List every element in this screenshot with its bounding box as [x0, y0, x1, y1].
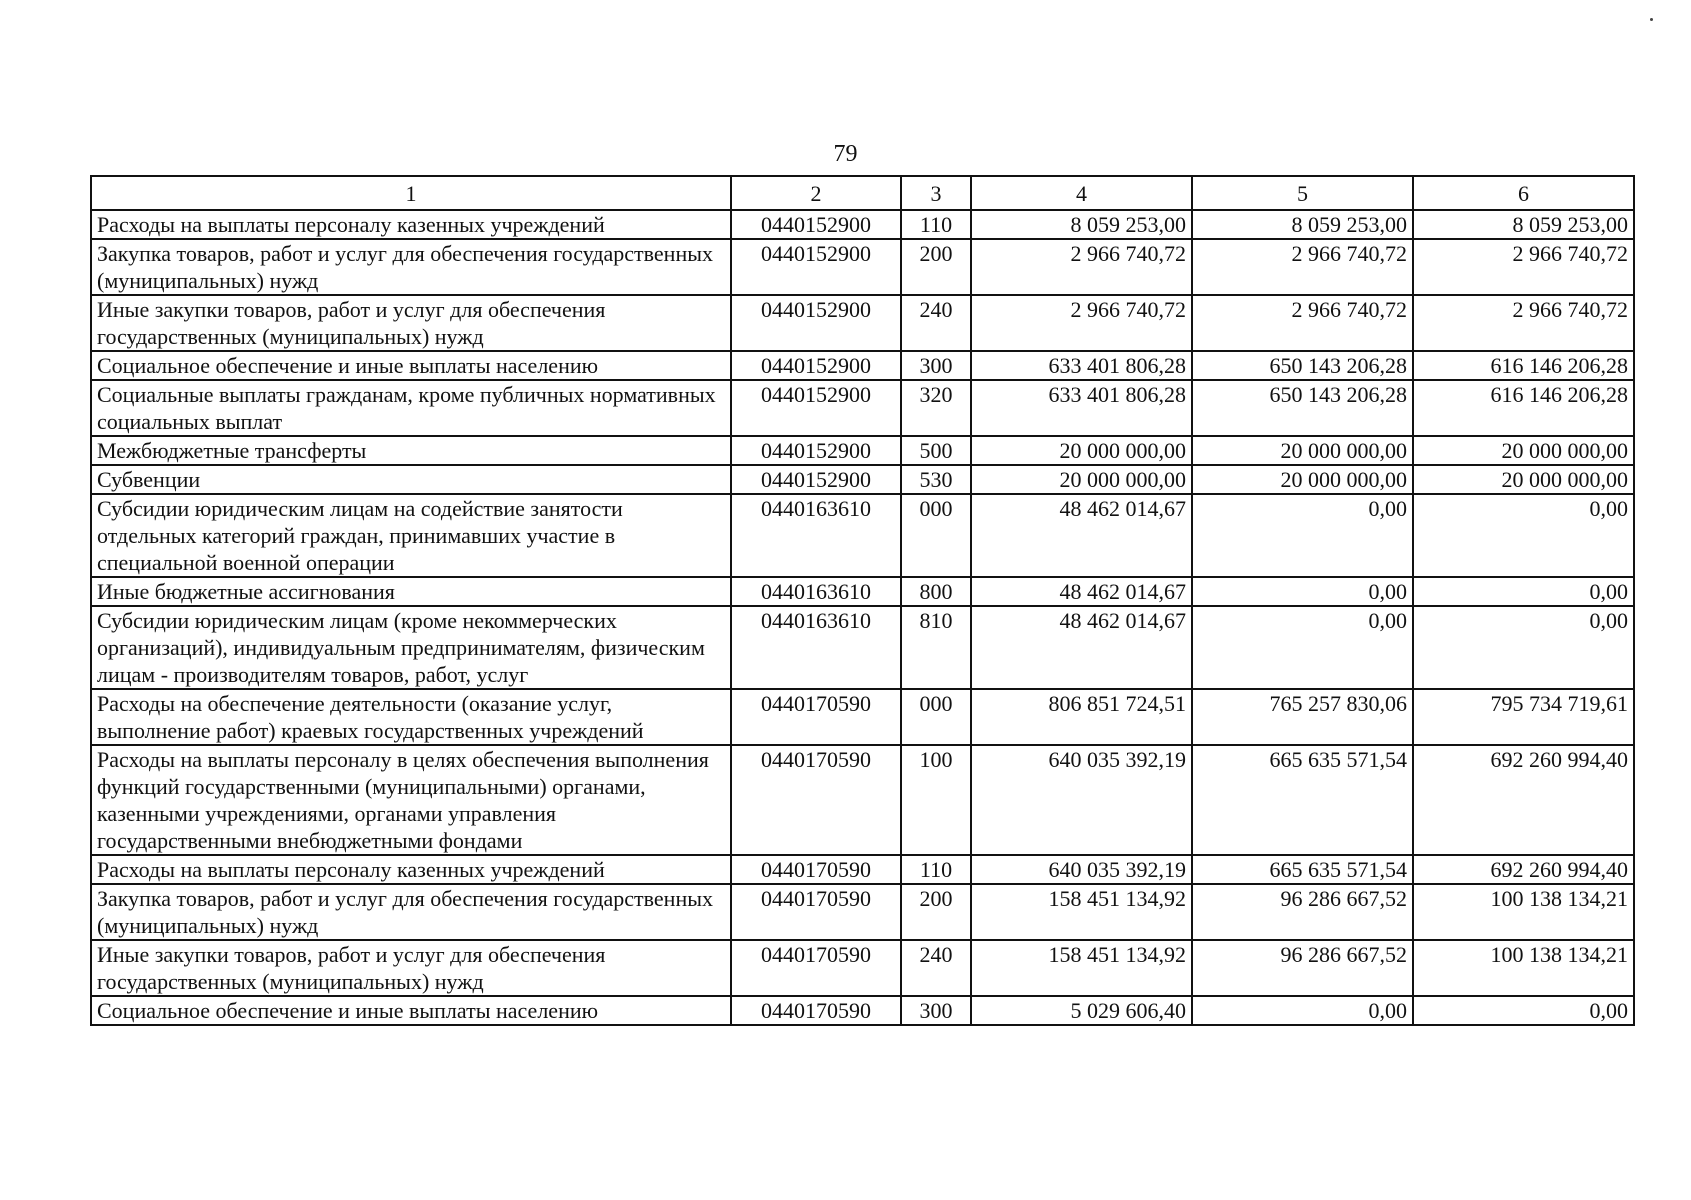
row-value-col6: 692 260 994,40: [1413, 745, 1634, 855]
row-code-cell: 0440170590: [731, 855, 901, 884]
row-name-cell: Иные закупки товаров, работ и услуг для обеспечения государственных (муниципальных) нужд: [91, 295, 731, 351]
column-header-1: 1: [91, 176, 731, 210]
table-row: [91, 465, 1634, 494]
row-value-col4: 158 451 134,92: [971, 884, 1192, 940]
row-value-col6: 0,00: [1413, 606, 1634, 689]
table-row: [91, 295, 1634, 351]
row-code-cell: 0440163610: [731, 494, 901, 577]
row-value-col4: 48 462 014,67: [971, 606, 1192, 689]
row-code-cell: 0440170590: [731, 884, 901, 940]
row-value-col4: 20 000 000,00: [971, 465, 1192, 494]
table-row: [91, 996, 1634, 1025]
row-value-col4: 48 462 014,67: [971, 577, 1192, 606]
row-value-col4: 640 035 392,19: [971, 745, 1192, 855]
row-kvr-cell: 110: [901, 210, 971, 239]
row-kvr-cell: 100: [901, 745, 971, 855]
column-header-4: 4: [971, 176, 1192, 210]
table-row: [91, 884, 1634, 940]
row-value-col5: 0,00: [1192, 577, 1413, 606]
row-name-cell: Субвенции: [91, 465, 731, 494]
row-kvr-cell: 110: [901, 855, 971, 884]
row-name-cell: Субсидии юридическим лицам на содействие занятости отдельных категорий граждан, принимавших участие в специальной военной операции: [91, 494, 731, 577]
row-kvr-cell: 200: [901, 239, 971, 295]
row-value-col6: 0,00: [1413, 996, 1634, 1025]
row-kvr-cell: 300: [901, 351, 971, 380]
row-name-cell: Расходы на обеспечение деятельности (оказание услуг, выполнение работ) краевых государственных учреждений: [91, 689, 731, 745]
column-header-3: 3: [901, 176, 971, 210]
row-value-col4: 640 035 392,19: [971, 855, 1192, 884]
row-name-cell: Закупка товаров, работ и услуг для обеспечения государственных (муниципальных) нужд: [91, 239, 731, 295]
row-value-col5: 20 000 000,00: [1192, 465, 1413, 494]
row-code-cell: 0440152900: [731, 465, 901, 494]
row-value-col4: 2 966 740,72: [971, 239, 1192, 295]
table-row: [91, 606, 1634, 689]
column-header-6: 6: [1413, 176, 1634, 210]
row-value-col5: 2 966 740,72: [1192, 295, 1413, 351]
row-value-col6: 100 138 134,21: [1413, 884, 1634, 940]
row-value-col5: 2 966 740,72: [1192, 239, 1413, 295]
row-code-cell: 0440170590: [731, 745, 901, 855]
row-name-cell: Расходы на выплаты персоналу казенных учреждений: [91, 210, 731, 239]
row-value-col5: 665 635 571,54: [1192, 745, 1413, 855]
row-value-col4: 5 029 606,40: [971, 996, 1192, 1025]
row-kvr-cell: 000: [901, 494, 971, 577]
row-value-col4: 20 000 000,00: [971, 436, 1192, 465]
budget-table: [90, 175, 1635, 1026]
row-name-cell: Иные бюджетные ассигнования: [91, 577, 731, 606]
row-kvr-cell: 000: [901, 689, 971, 745]
row-code-cell: 0440170590: [731, 940, 901, 996]
row-code-cell: 0440163610: [731, 606, 901, 689]
row-value-col4: 806 851 724,51: [971, 689, 1192, 745]
row-code-cell: 0440170590: [731, 689, 901, 745]
table-row: [91, 494, 1634, 577]
table-row: [91, 577, 1634, 606]
row-kvr-cell: 500: [901, 436, 971, 465]
row-value-col6: 795 734 719,61: [1413, 689, 1634, 745]
row-value-col5: 650 143 206,28: [1192, 380, 1413, 436]
row-value-col6: 0,00: [1413, 577, 1634, 606]
row-name-cell: Иные закупки товаров, работ и услуг для обеспечения государственных (муниципальных) нужд: [91, 940, 731, 996]
row-code-cell: 0440170590: [731, 996, 901, 1025]
row-kvr-cell: 240: [901, 940, 971, 996]
row-value-col5: 0,00: [1192, 996, 1413, 1025]
table-row: [91, 689, 1634, 745]
row-code-cell: 0440152900: [731, 295, 901, 351]
row-kvr-cell: 530: [901, 465, 971, 494]
table-row: [91, 239, 1634, 295]
row-value-col4: 158 451 134,92: [971, 940, 1192, 996]
table-row: [91, 210, 1634, 239]
row-code-cell: 0440152900: [731, 210, 901, 239]
row-value-col6: 2 966 740,72: [1413, 239, 1634, 295]
row-value-col4: 8 059 253,00: [971, 210, 1192, 239]
page-number: 79: [833, 141, 858, 167]
row-name-cell: Субсидии юридическим лицам (кроме некоммерческих организаций), индивидуальным предпринимателям, физическим лицам - производителям товаров, работ, услуг: [91, 606, 731, 689]
column-header-5: 5: [1192, 176, 1413, 210]
row-code-cell: 0440152900: [731, 380, 901, 436]
row-value-col4: 48 462 014,67: [971, 494, 1192, 577]
row-code-cell: 0440152900: [731, 239, 901, 295]
row-name-cell: Межбюджетные трансферты: [91, 436, 731, 465]
row-value-col5: 96 286 667,52: [1192, 940, 1413, 996]
row-code-cell: 0440152900: [731, 351, 901, 380]
row-value-col5: 96 286 667,52: [1192, 884, 1413, 940]
row-value-col6: 2 966 740,72: [1413, 295, 1634, 351]
table-row: [91, 351, 1634, 380]
row-value-col6: 0,00: [1413, 494, 1634, 577]
row-name-cell: Социальные выплаты гражданам, кроме публичных нормативных социальных выплат: [91, 380, 731, 436]
table-row: [91, 940, 1634, 996]
row-code-cell: 0440152900: [731, 436, 901, 465]
row-value-col6: 20 000 000,00: [1413, 436, 1634, 465]
column-header-2: 2: [731, 176, 901, 210]
row-name-cell: Социальное обеспечение и иные выплаты населению: [91, 996, 731, 1025]
table-row: [91, 745, 1634, 855]
row-kvr-cell: 240: [901, 295, 971, 351]
row-name-cell: Закупка товаров, работ и услуг для обеспечения государственных (муниципальных) нужд: [91, 884, 731, 940]
row-value-col5: 765 257 830,06: [1192, 689, 1413, 745]
row-name-cell: Социальное обеспечение и иные выплаты населению: [91, 351, 731, 380]
header-row: [91, 176, 1634, 210]
row-value-col5: 650 143 206,28: [1192, 351, 1413, 380]
scan-artifact-dot: [1650, 18, 1653, 21]
row-kvr-cell: 810: [901, 606, 971, 689]
table-body: [91, 210, 1634, 1025]
table-row: [91, 436, 1634, 465]
row-kvr-cell: 800: [901, 577, 971, 606]
row-value-col4: 2 966 740,72: [971, 295, 1192, 351]
row-name-cell: Расходы на выплаты персоналу в целях обеспечения выполнения функций государственными (муниципальными) органами, казенными учреждениями, органами управления государственными внебюджетными фондами: [91, 745, 731, 855]
row-value-col5: 0,00: [1192, 606, 1413, 689]
row-value-col6: 616 146 206,28: [1413, 351, 1634, 380]
row-kvr-cell: 200: [901, 884, 971, 940]
row-code-cell: 0440163610: [731, 577, 901, 606]
table-row: [91, 380, 1634, 436]
row-kvr-cell: 320: [901, 380, 971, 436]
row-value-col5: 20 000 000,00: [1192, 436, 1413, 465]
row-value-col6: 692 260 994,40: [1413, 855, 1634, 884]
row-value-col4: 633 401 806,28: [971, 380, 1192, 436]
row-value-col5: 8 059 253,00: [1192, 210, 1413, 239]
row-value-col4: 633 401 806,28: [971, 351, 1192, 380]
row-value-col6: 20 000 000,00: [1413, 465, 1634, 494]
row-value-col6: 8 059 253,00: [1413, 210, 1634, 239]
row-name-cell: Расходы на выплаты персоналу казенных учреждений: [91, 855, 731, 884]
row-value-col6: 100 138 134,21: [1413, 940, 1634, 996]
row-value-col6: 616 146 206,28: [1413, 380, 1634, 436]
table-row: [91, 855, 1634, 884]
row-value-col5: 0,00: [1192, 494, 1413, 577]
row-value-col5: 665 635 571,54: [1192, 855, 1413, 884]
row-kvr-cell: 300: [901, 996, 971, 1025]
